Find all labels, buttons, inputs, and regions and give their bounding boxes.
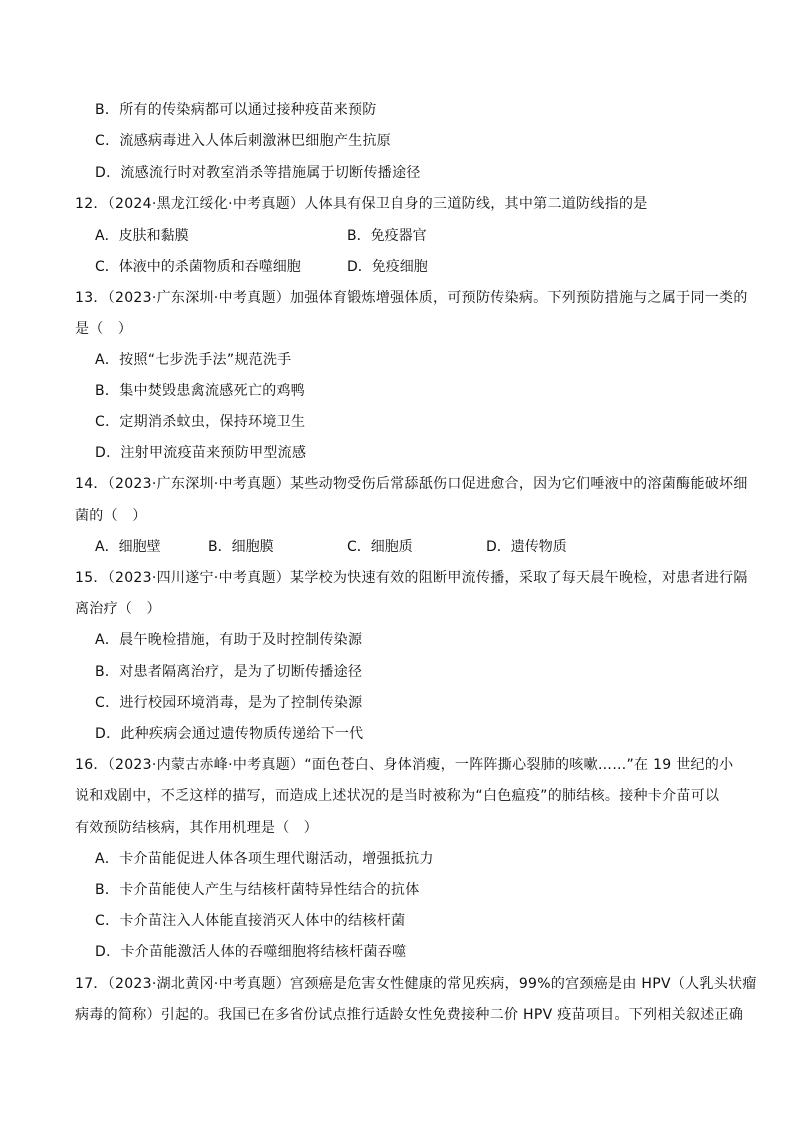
q12-option-b: B．免疫器官 [347, 228, 427, 244]
q14-option-a: A．细胞壁 [95, 539, 161, 555]
q14-stem-line2: 菌的（ ） [75, 508, 147, 524]
q11-option-b: B．所有的传染病都可以通过接种疫苗来预防 [95, 102, 377, 118]
q14-option-c: C．细胞质 [347, 539, 413, 555]
q15-option-a: A．晨午晚检措施，有助于及时控制传染源 [95, 632, 363, 648]
q13-stem-line1: 13．（2023·广东深圳·中考真题）加强体育锻炼增强体质，可预防传染病。下列预防措施与之属于同一类的 [75, 290, 748, 306]
q17-stem-line1: 17．（2023·湖北黄冈·中考真题）宫颈癌是危害女性健康的常见疾病，99%的宫颈癌是由 HPV（人乳头状瘤 [75, 976, 757, 992]
q17-stem-line2: 病毒的简称）引起的。我国已在多省份试点推行适龄女性免费接种二价 HPV 疫苗项目。下列相关叙述正确 [75, 1007, 744, 1023]
q13-option-c: C．定期消杀蚊虫，保持环境卫生 [95, 414, 306, 430]
q15-option-d: D．此种疾病会通过遗传物质传递给下一代 [95, 726, 364, 742]
q12-option-c: C．体液中的杀菌物质和吞噬细胞 [95, 259, 301, 275]
q16-stem-line1: 16．（2023·内蒙古赤峰·中考真题）“面色苍白、身体消瘦，一阵阵撕心裂肺的咳嗽……”在 19 世纪的小 [75, 757, 734, 773]
q15-stem-line1: 15．（2023·四川遂宁·中考真题）某学校为快速有效的阻断甲流传播，采取了每天晨午晚检，对患者进行隔 [75, 570, 748, 586]
q13-option-a: A．按照“七步洗手法”规范洗手 [95, 352, 292, 368]
q12-option-a: A．皮肤和黏膜 [95, 228, 189, 244]
q14-option-b: B．细胞膜 [208, 539, 274, 555]
q16-stem-line3: 有效预防结核病，其作用机理是（ ） [75, 820, 319, 836]
q15-stem-line2: 离治疗（ ） [75, 601, 161, 617]
q16-option-c: C．卡介苗注入人体能直接消灭人体中的结核杆菌 [95, 913, 406, 929]
q16-stem-line2: 说和戏剧中，不乏这样的描写，而造成上述状况的是当时被称为“白色瘟疫”的肺结核。接种卡介苗可以 [75, 788, 720, 804]
q13-option-d: D．注射甲流疫苗来预防甲型流感 [95, 445, 307, 461]
q12-option-d: D．免疫细胞 [347, 259, 428, 275]
q13-stem-line2: 是（ ） [75, 321, 133, 337]
q14-option-d: D．遗传物质 [486, 539, 567, 555]
q16-option-a: A．卡介苗能促进人体各项生理代谢活动，增强抵抗力 [95, 851, 434, 867]
q16-option-b: B．卡介苗能使人产生与结核杆菌特异性结合的抗体 [95, 882, 420, 898]
q14-stem-line1: 14．（2023·广东深圳·中考真题）某些动物受伤后常舔舐伤口促进愈合，因为它们唾液中的溶菌酶能破坏细 [75, 476, 748, 492]
q15-option-c: C．进行校园环境消毒，是为了控制传染源 [95, 695, 363, 711]
q16-option-d: D．卡介苗能激活人体的吞噬细胞将结核杆菌吞噬 [95, 944, 407, 960]
q12-stem: 12．（2024·黑龙江绥化·中考真题）人体具有保卫自身的三道防线，其中第二道防线指的是 [75, 196, 648, 212]
q15-option-b: B．对患者隔离治疗，是为了切断传播途径 [95, 664, 363, 680]
q11-option-c: C．流感病毒进入人体后刺激淋巴细胞产生抗原 [95, 133, 392, 149]
q11-option-d: D．流感流行时对教室消杀等措施属于切断传播途径 [95, 165, 421, 181]
q13-option-b: B．集中焚毁患禽流感死亡的鸡鸭 [95, 383, 306, 399]
